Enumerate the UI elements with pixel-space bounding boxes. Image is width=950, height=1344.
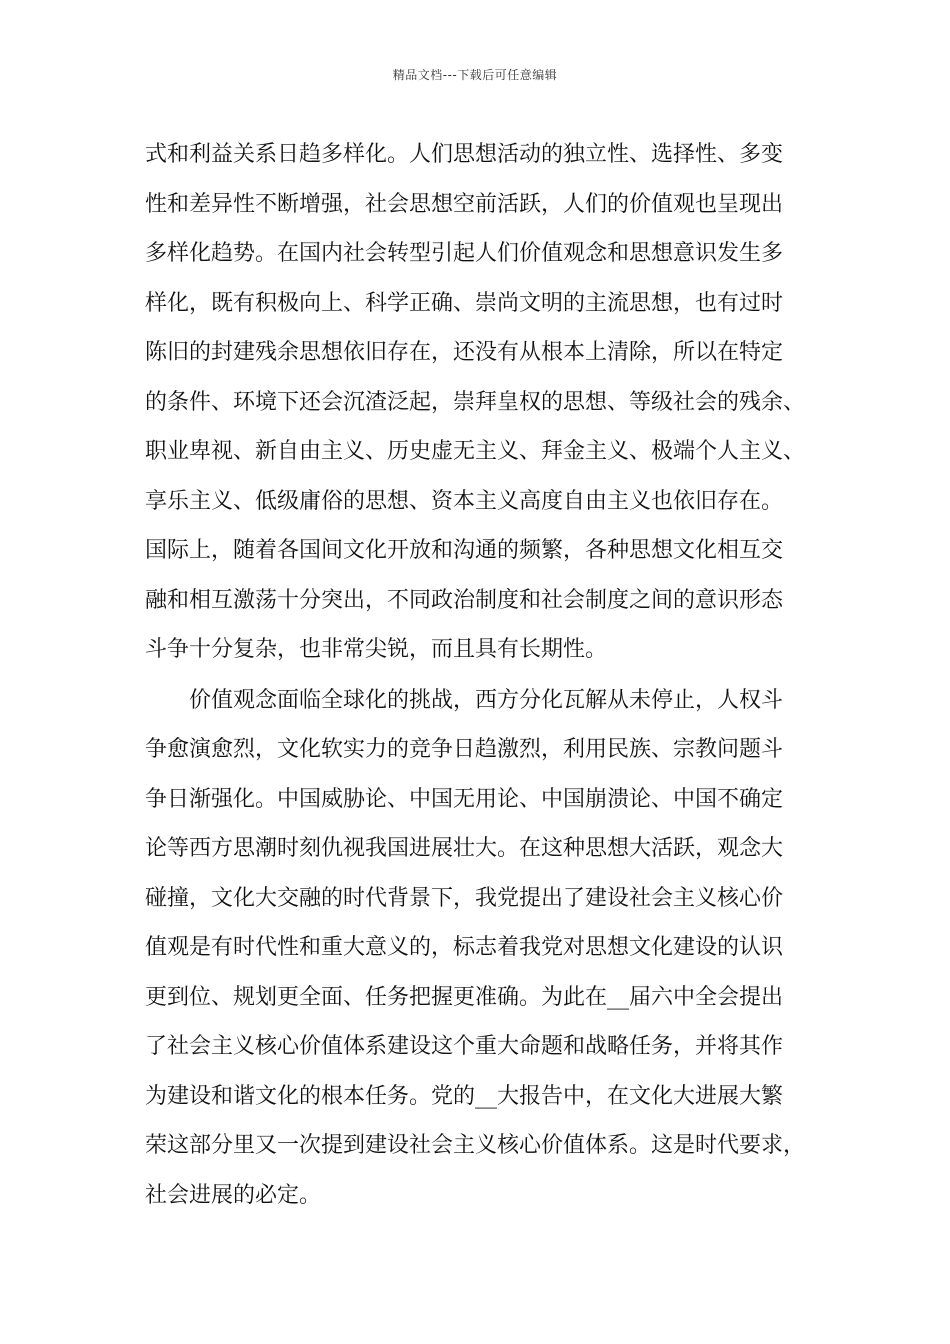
text-line: 论等西方思潮时刻仇视我国进展壮大。在这种思想大活跃，观念大: [145, 836, 784, 861]
text-line: 式和利益关系日趋多样化。人们思想活动的独立性、选择性、多变: [145, 142, 784, 167]
text-line: 了社会主义核心价值体系建设这个重大命题和战略任务，并将其作: [145, 1034, 784, 1059]
text-line: 荣这部分里又一次提到建设社会主义核心价值体系。这是时代要求，: [145, 1133, 806, 1158]
text-line: 的条件、环境下还会沉渣泛起，崇拜皇权的思想、等级社会的残余、: [145, 389, 806, 415]
text-line: 社会进展的必定。: [145, 1182, 322, 1208]
page-header: 精品文档---下载后可任意编辑: [392, 68, 558, 82]
text-line: 值观是有时代性和重大意义的，标志着我党对思想文化建设的认识: [145, 935, 784, 960]
text-line: 价值观念面临全球化的挑战，西方分化瓦解从未停止，人权斗: [189, 687, 784, 713]
text-line: 为建设和谐文化的根本任务。党的__大报告中，在文化大进展大繁: [145, 1083, 784, 1109]
text-line: 争日渐强化。中国威胁论、中国无用论、中国崩溃论、中国不确定: [145, 786, 784, 812]
text-line: 职业卑视、新自由主义、历史虚无主义、拜金主义、极端个人主义、: [145, 439, 806, 464]
text-line: 多样化趋势。在国内社会转型引起人们价值观念和思想意识发生多: [145, 241, 784, 266]
document-body: [145, 130, 835, 1220]
text-line: 斗争十分复杂，也非常尖锐，而且具有长期性。: [145, 637, 608, 662]
text-line: 享乐主义、低级庸俗的思想、资本主义高度自由主义也依旧存在。: [145, 488, 784, 514]
text-line: 融和相互激荡十分突出，不同政治制度和社会制度之间的意识形态: [145, 587, 784, 613]
text-line: 国际上，随着各国间文化开放和沟通的频繁，各种思想文化相互交: [145, 538, 784, 563]
text-line: 碰撞，文化大交融的时代背景下，我党提出了建设社会主义核心价: [145, 885, 784, 911]
text-line: 样化，既有积极向上、科学正确、崇尚文明的主流思想，也有过时: [145, 290, 784, 316]
text-line: 陈旧的封建残余思想依旧存在，还没有从根本上清除，所以在特定: [145, 340, 784, 365]
text-line: 争愈演愈烈，文化软实力的竞争日趋激烈，利用民族、宗教问题斗: [145, 737, 784, 762]
text-line: 更到位、规划更全面、任务把握更准确。为此在__届六中全会提出: [145, 984, 784, 1010]
text-line: 性和差异性不断增强，社会思想空前活跃，人们的价值观也呈现出: [145, 191, 784, 217]
